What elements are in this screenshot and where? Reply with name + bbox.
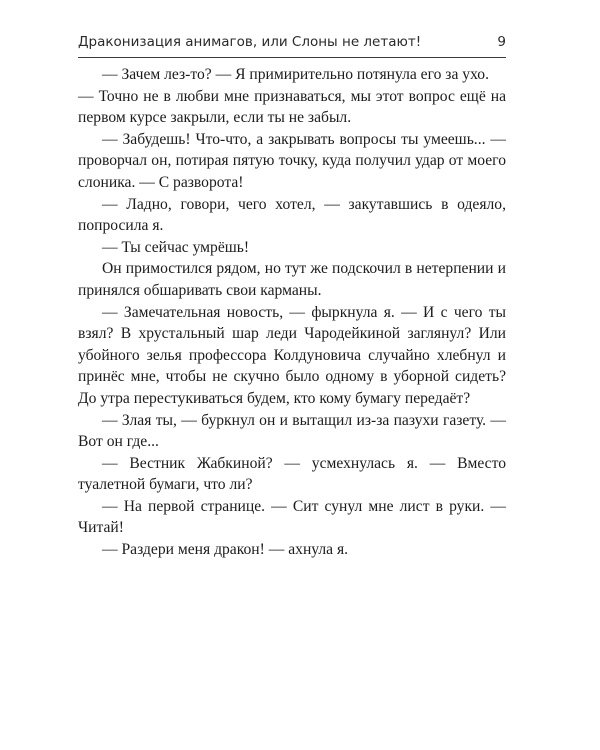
page-number: 9 — [497, 34, 506, 50]
paragraph: — Точно не в любви мне признаваться, мы этот вопрос ещё на первом курсе закрыли, если ты не забыл. — [78, 87, 506, 127]
paragraph: — Ты сейчас умрёшь! — [102, 238, 250, 256]
running-head — [78, 34, 506, 58]
running-title: Драконизация анимагов, или Слоны не летают! — [78, 34, 422, 50]
paragraph: — На первой странице. — Сит сунул мне лист в руки. — Читай! — [78, 497, 506, 537]
paragraph: — Замечательная новость, — фыркнула я. — И с чего ты взял? В хрустальный шар леди Чародейкиной заглянул? Или убойного зелья профессора Колдуновича случайно хлебнул и принёс мне, чтобы не скучно было одному в уборной сидеть? До утра перестукиваться будем, кто кому бумагу передаёт? — [78, 303, 506, 407]
paragraph: — Раздери меня дракон! — ахнула я. — [102, 541, 349, 559]
paragraph: Он примостился рядом, но тут же подскочил в нетерпении и принялся обшаривать свои карманы. — [78, 260, 506, 299]
paragraph: — Зачем лез-то? — Я примирительно потянула его за ухо. — [102, 66, 489, 83]
body-text — [78, 64, 506, 561]
header-rule — [78, 57, 506, 58]
paragraph: — Вестник Жабкиной? — усмехнулась я. — Вместо туалетной бумаги, что ли? — [78, 454, 506, 494]
paragraph: — Ладно, говори, чего хотел, — закутавшись в одеяло, попросила я. — [78, 195, 506, 235]
paragraph: — Забудешь! Что-что, а закрывать вопросы ты умеешь... — проворчал он, потирая пятую точку, куда получил удар от моего слоника. — С разворота! — [78, 130, 506, 191]
paragraph: — Злая ты, — буркнул он и вытащил из-за пазухи газету. — Вот он где... — [78, 411, 506, 451]
